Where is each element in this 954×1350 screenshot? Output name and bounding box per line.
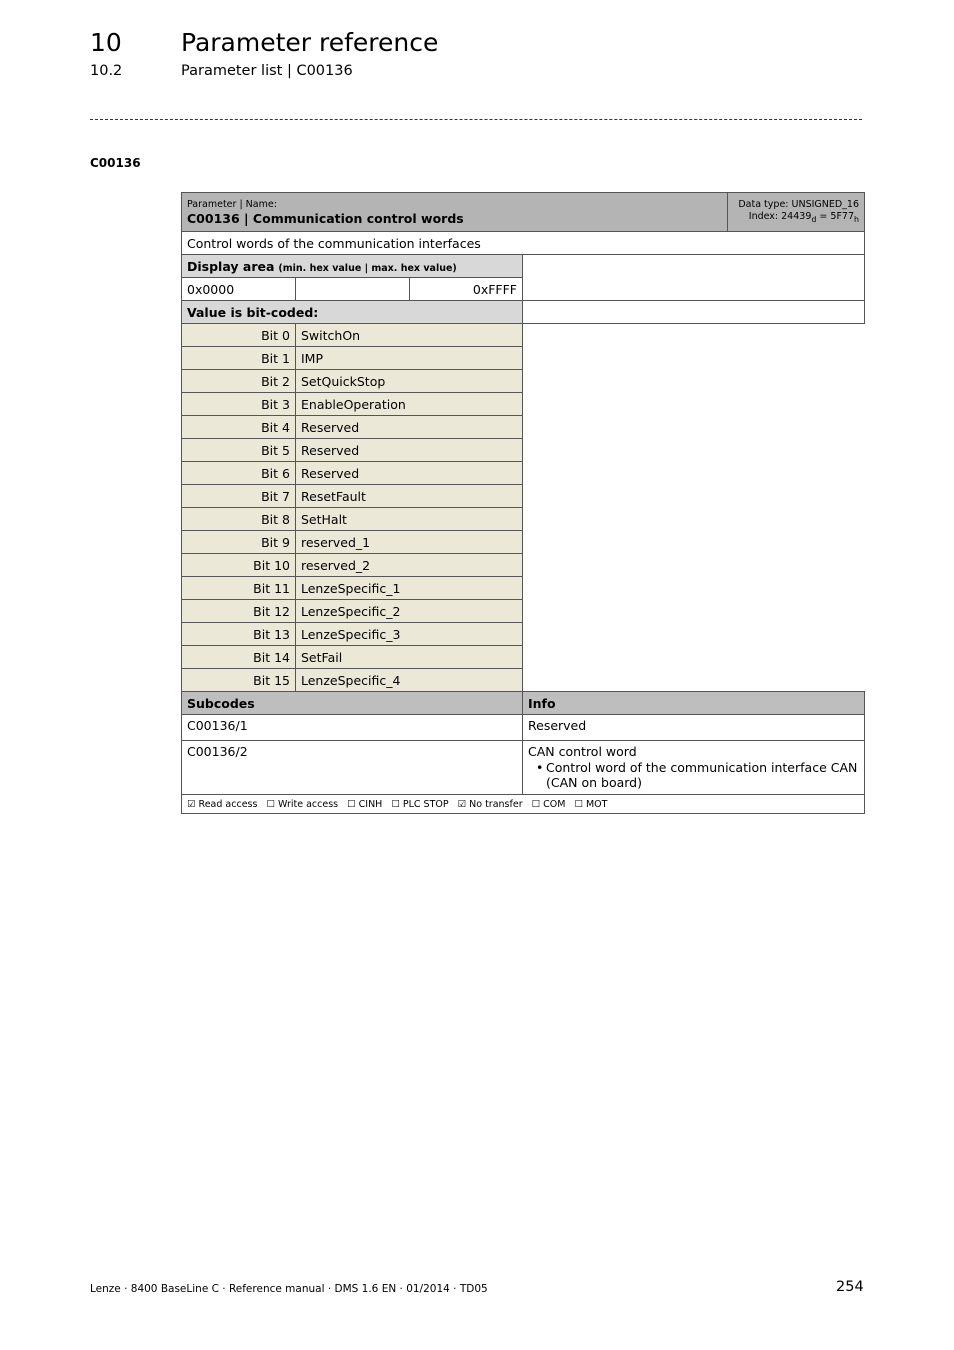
access-flag: ☑ No transfer <box>457 798 523 810</box>
index-prefix: Index: 24439 <box>748 210 812 222</box>
bit-name: LenzeSpecific_4 <box>296 669 523 692</box>
subcode-code: C00136/1 <box>182 715 523 741</box>
bit-row <box>182 508 865 531</box>
bit-name: SetHalt <box>296 508 523 531</box>
bit-name: Reserved <box>296 439 523 462</box>
bit-number: Bit 5 <box>182 439 296 462</box>
bit-name: IMP <box>296 347 523 370</box>
section-title: Parameter list | C00136 <box>181 63 353 79</box>
subcode-bullet: • Control word of the communication interface CAN (CAN on board) <box>546 760 859 790</box>
parameter-name: C00136 | Communication control words <box>187 210 464 226</box>
subcode-info: Reserved <box>523 715 865 741</box>
bit-number: Bit 12 <box>182 600 296 623</box>
bit-name: SetQuickStop <box>296 370 523 393</box>
chapter-number: 10 <box>90 28 122 57</box>
display-area-header <box>182 255 523 278</box>
bit-number: Bit 14 <box>182 646 296 669</box>
bit-row <box>182 669 865 692</box>
bit-row <box>182 531 865 554</box>
subcode-info-cell <box>523 741 865 795</box>
bit-row <box>182 623 865 646</box>
bit-name: LenzeSpecific_1 <box>296 577 523 600</box>
bitcoded-header: Value is bit-coded: <box>182 301 523 324</box>
header-divider <box>90 119 862 120</box>
bit-number: Bit 0 <box>182 324 296 347</box>
bit-number: Bit 10 <box>182 554 296 577</box>
display-area-blank <box>523 255 865 301</box>
index-h: h <box>854 214 860 224</box>
bit-row <box>182 393 865 416</box>
bit-name: ResetFault <box>296 485 523 508</box>
bit-number: Bit 13 <box>182 623 296 646</box>
bit-name: reserved_2 <box>296 554 523 577</box>
bit-number: Bit 7 <box>182 485 296 508</box>
subcode-code: C00136/2 <box>182 741 523 795</box>
bit-name: LenzeSpecific_3 <box>296 623 523 646</box>
bit-row <box>182 554 865 577</box>
subcode-bullets <box>528 760 859 790</box>
access-flags <box>182 795 865 814</box>
subcode-row <box>182 715 865 741</box>
bit-row <box>182 600 865 623</box>
bit-name: reserved_1 <box>296 531 523 554</box>
bit-rows <box>182 324 865 692</box>
bit-name: LenzeSpecific_2 <box>296 600 523 623</box>
parameter-description: Control words of the communication interfaces <box>182 232 865 255</box>
info-header: Info <box>523 692 865 715</box>
access-flag: ☐ COM <box>531 798 566 810</box>
bit-number: Bit 3 <box>182 393 296 416</box>
parameter-header-row <box>182 193 865 232</box>
bit-row <box>182 462 865 485</box>
parameter-name-cell <box>182 193 728 232</box>
bitcoded-blank <box>523 301 865 324</box>
data-type: Data type: UNSIGNED_16 <box>738 198 860 210</box>
access-flag: ☐ PLC STOP <box>391 798 449 810</box>
access-flag: ☑ Read access <box>187 798 258 810</box>
access-flag: ☐ CINH <box>347 798 383 810</box>
parameter-heading: C00136 <box>90 156 141 170</box>
min-value: 0x0000 <box>182 278 296 301</box>
access-flag: ☐ MOT <box>574 798 608 810</box>
parameter-table <box>181 192 865 814</box>
index-mid: = 5F77 <box>816 210 855 222</box>
bit-number: Bit 11 <box>182 577 296 600</box>
parameter-label: Parameter | Name: <box>187 198 277 210</box>
bit-row <box>182 370 865 393</box>
bit-row <box>182 347 865 370</box>
bit-name: Reserved <box>296 462 523 485</box>
bit-name: Reserved <box>296 416 523 439</box>
bit-number: Bit 2 <box>182 370 296 393</box>
index-d: d <box>811 214 817 224</box>
chapter-title: Parameter reference <box>181 28 439 57</box>
display-area-note: (min. hex value | max. hex value) <box>278 262 457 274</box>
bit-row <box>182 439 865 462</box>
bit-number: Bit 15 <box>182 669 296 692</box>
bit-row <box>182 416 865 439</box>
page-number: 254 <box>836 1279 864 1295</box>
bit-row <box>182 577 865 600</box>
section-number: 10.2 <box>90 63 123 79</box>
data-type-cell <box>728 193 865 232</box>
subcode-row <box>182 741 865 795</box>
display-area-label: Display area <box>187 258 275 274</box>
display-area-spacer <box>296 278 410 301</box>
bit-row <box>182 485 865 508</box>
access-flag: ☐ Write access <box>266 798 339 810</box>
subcodes-header: Subcodes <box>182 692 523 715</box>
max-value: 0xFFFF <box>410 278 523 301</box>
footer-doc-info: Lenze · 8400 BaseLine C · Reference manual · DMS 1.6 EN · 01/2014 · TD05 <box>90 1283 488 1295</box>
bit-name: SetFail <box>296 646 523 669</box>
bit-number: Bit 6 <box>182 462 296 485</box>
bit-name: EnableOperation <box>296 393 523 416</box>
bit-number: Bit 1 <box>182 347 296 370</box>
bit-row <box>182 646 865 669</box>
bit-row <box>182 324 865 347</box>
subcode-info: CAN control word <box>528 744 637 759</box>
bit-name: SwitchOn <box>296 324 523 347</box>
bit-number: Bit 8 <box>182 508 296 531</box>
bit-number: Bit 4 <box>182 416 296 439</box>
bit-number: Bit 9 <box>182 531 296 554</box>
